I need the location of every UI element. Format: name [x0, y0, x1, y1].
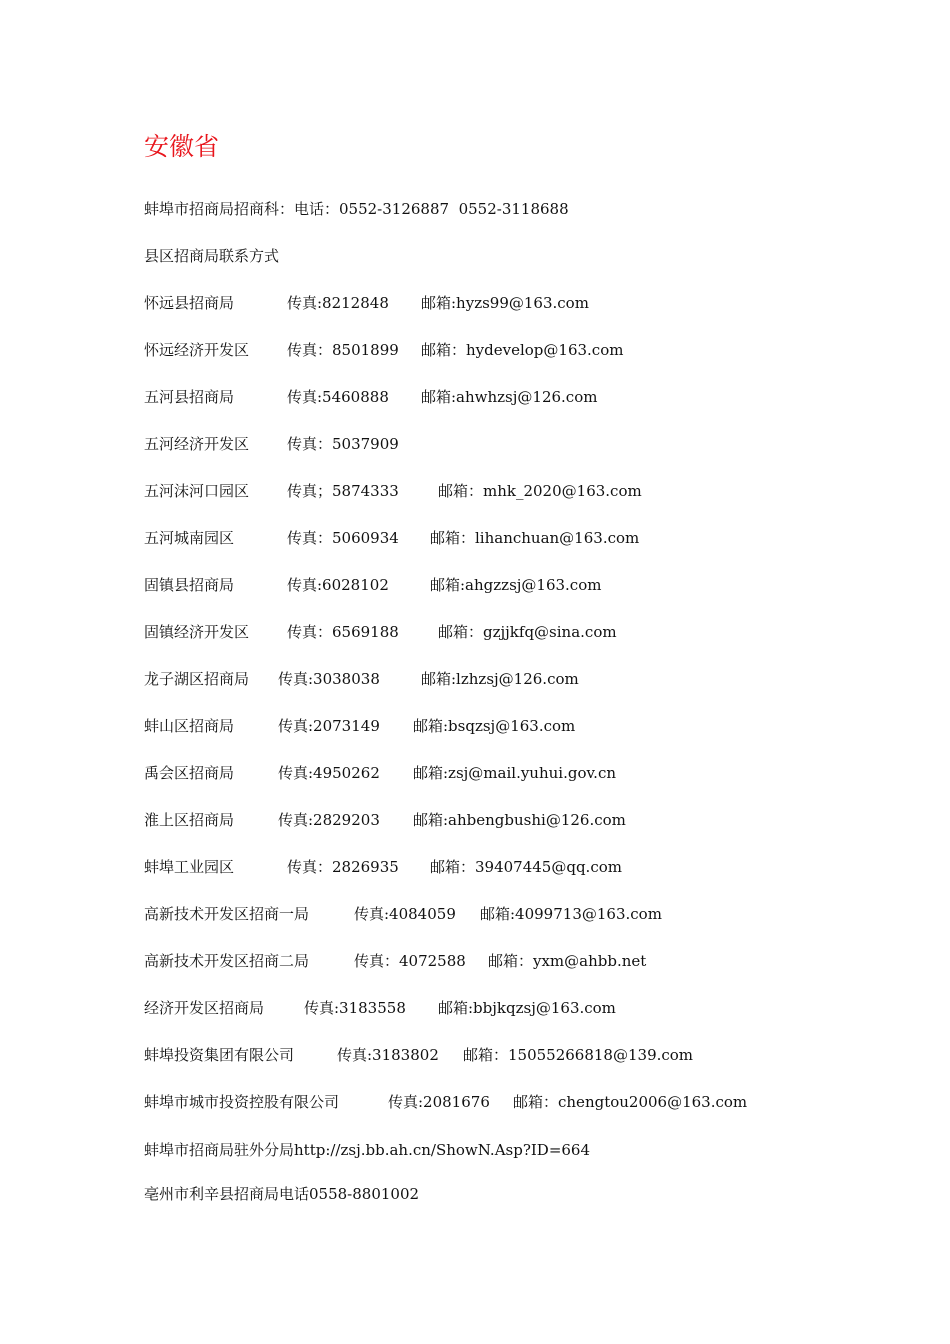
entry-email: 邮箱:bbjkqzsj@163.com	[438, 999, 616, 1017]
entry-name: 五河县招商局	[144, 388, 235, 406]
entry-fax: 传真；5874333	[287, 482, 399, 500]
entry-fax: 传真:3183558	[304, 999, 406, 1017]
entry-name: 蚌山区招商局	[144, 717, 235, 735]
entry-email: 邮箱:bsqzsj@163.com	[413, 717, 576, 735]
lixin-phone-line: 亳州市利辛县招商局电话0558-8801002	[144, 1185, 420, 1203]
entry-email: 邮箱:ahgzzsj@163.com	[430, 576, 602, 594]
entry-email: 邮箱:ahwhzsj@126.com	[421, 388, 598, 406]
entry-name: 蚌埠工业园区	[144, 858, 235, 876]
entry-fax: 传真:8212848	[287, 294, 389, 312]
entry-name: 固镇县招商局	[144, 576, 235, 594]
entry-name: 经济开发区招商局	[144, 999, 265, 1017]
entry-fax: 传真：8501899	[287, 341, 399, 359]
entry-email: 邮箱：gzjjkfq@sina.com	[438, 623, 617, 641]
entry-name: 五河经济开发区	[144, 435, 250, 453]
page-title: 安徽省	[144, 132, 220, 161]
entry-fax: 传真:5460888	[287, 388, 389, 406]
entry-email: 邮箱：hydevelop@163.com	[421, 341, 624, 359]
entry-name: 高新技术开发区招商二局	[144, 952, 310, 970]
entry-email: 邮箱:ahbengbushi@126.com	[413, 811, 626, 829]
entry-name: 五河沫河口园区	[144, 482, 250, 500]
entry-email: 邮箱：yxm@ahbb.net	[488, 952, 647, 970]
entry-name: 高新技术开发区招商一局	[144, 905, 310, 923]
entry-email: 邮箱:hyzs99@163.com	[421, 294, 589, 312]
entry-fax: 传真：2826935	[287, 858, 399, 876]
entry-name: 禹会区招商局	[144, 764, 235, 782]
entry-fax: 传真:6028102	[287, 576, 389, 594]
entry-fax: 传真：5060934	[287, 529, 399, 547]
entry-fax: 传真：4072588	[354, 952, 466, 970]
entry-name: 龙子湖区招商局	[144, 670, 250, 688]
entry-name: 五河城南园区	[144, 529, 235, 547]
entry-email: 邮箱：mhk_2020@163.com	[438, 482, 642, 500]
entry-email: 邮箱：lihanchuan@163.com	[430, 529, 640, 547]
entry-email: 邮箱:lzhzsj@126.com	[421, 670, 579, 688]
entry-name: 蚌埠投资集团有限公司	[144, 1046, 295, 1064]
entry-fax: 传真:3183802	[337, 1046, 439, 1064]
entry-fax: 传真:4950262	[278, 764, 380, 782]
entry-email: 邮箱:zsj@mail.yuhui.gov.cn	[413, 764, 617, 782]
branch-office-line: 蚌埠市招商局驻外分局http://zsj.bb.ah.cn/ShowN.Asp?ID=664	[144, 1141, 591, 1159]
entry-fax: 传真：6569188	[287, 623, 399, 641]
entry-name: 怀远县招商局	[144, 294, 235, 312]
section-heading: 县区招商局联系方式	[144, 247, 280, 265]
intro-line: 蚌埠市招商局招商科：电话：0552-3126887 0552-3118688	[144, 200, 569, 218]
entry-email: 邮箱：15055266818@139.com	[463, 1046, 694, 1064]
entry-fax: 传真：5037909	[287, 435, 399, 453]
entry-name: 淮上区招商局	[144, 811, 235, 829]
entry-fax: 传真:2081676	[388, 1093, 490, 1111]
entry-email: 邮箱：39407445@qq.com	[430, 858, 622, 876]
entry-fax: 传真:4084059	[354, 905, 456, 923]
entry-fax: 传真:2073149	[278, 717, 380, 735]
entry-fax: 传真:2829203	[278, 811, 380, 829]
entry-email: 邮箱:4099713@163.com	[480, 905, 662, 923]
entry-fax: 传真:3038038	[278, 670, 380, 688]
entry-name: 蚌埠市城市投资控股有限公司	[144, 1093, 340, 1111]
entry-name: 怀远经济开发区	[144, 341, 250, 359]
entry-name: 固镇经济开发区	[144, 623, 250, 641]
entry-email: 邮箱：chengtou2006@163.com	[513, 1093, 748, 1111]
